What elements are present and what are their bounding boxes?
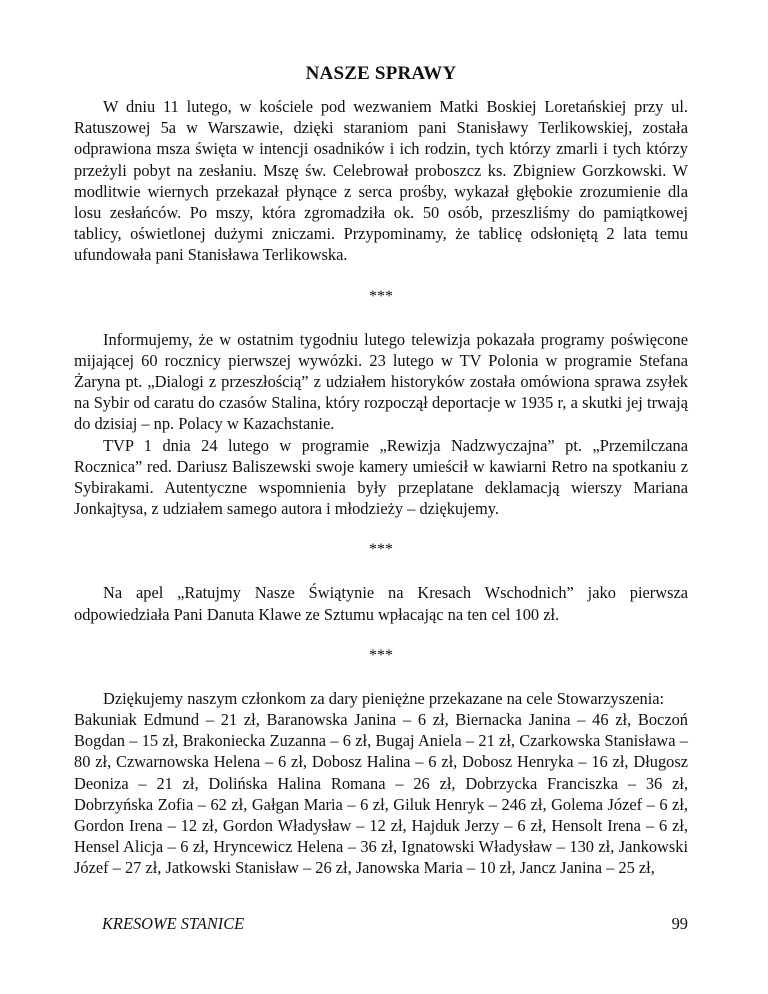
article-title: NASZE SPRAWY — [305, 63, 457, 84]
paragraph-donors-list: Bakuniak Edmund – 21 zł, Baranowska Janina – 6 zł, Biernacka Janina – 46 zł, Boczoń Bogdan – 15 zł, Brakoniecka Zuzanna – 6 zł, Bugaj Aniela – 21 zł, Czarkowska Stanisława – 80 zł, Czwarnowska Helena – 6 zł, Dobosz Halina – 6 zł, Dobosz Henryka – 16 zł, Długosz Deoniza – 21 zł, Dolińska Halina Romana – 26 zł, Dobrzycka Franciszka – 36 zł, Dobrzyńska Zofia – 62 zł, Gałgan Maria – 6 zł, Giluk Henryk – 246 zł, Golema Józef – 6 zł, Gordon Irena – 12 zł, Gordon Władysław – 12 zł, Hajduk Jerzy – 6 zł, Hensolt Irena – 6 zł, Hensel Alicja – 6 zł, Hryncewicz Helena – 36 zł, Ignatowski Władysław – 130 zł, Jankowski Józef – 27 zł, Jatkowski Stanisław – 26 zł, Janowska Maria – 10 zł, Jancz Janina – 25 zł, — [74, 710, 688, 878]
section-separator: *** — [369, 287, 393, 305]
paragraph-tv-polonia: Informujemy, że w ostatnim tygodniu lutego telewizja pokazała programy poświęcone mijającej 60 rocznicy pierwszej wywózki. 23 lutego w TV Polonia w programie Stefana Żaryna pt. „Dialogi z przeszłością” z udziałem historyków została omówiona sprawa zsyłek na Sybir od caratu do czasów Stalina, który rozpoczął deportacje w 1935 r, a skutki jej trwają do dzisiaj – np. Polacy w Kazachstanie. — [74, 329, 688, 434]
paragraph-mass-announcement: W dniu 11 lutego, w kościele pod wezwaniem Matki Boskiej Loretańskiej przy ul. Ratuszowej 5a w Warszawie, dzięki staraniom pani Stanisławy Terlikowskiej, została odprawiona msza święta w intencji osadników i ich rodzin, tych którzy zmarli i tych którzy przeżyli pobyt na zesłaniu. Mszę św. Celebrował proboszcz ks. Zbigniew Gorzkowski. W modlitwie wiernych przekazał płynące z serca prośby, wykazał głębokie zrozumienie dla losu zesłańców. Po mszy, która zgromadziła ok. 50 osób, przeszliśmy do pamiątkowej tablicy, oświetlonej dużymi zniczami. Przypominamy, że tablicę odsłoniętą 2 lata temu ufundowała pani Stanisława Terlikowska. — [74, 97, 688, 265]
section-separator: *** — [369, 541, 393, 559]
section-separator: *** — [369, 646, 393, 664]
article-body — [74, 62, 688, 879]
paragraph-thanks: Dziękujemy naszym członkom za dary pieniężne przekazane na cele Stowarzyszenia: — [103, 688, 665, 708]
footer-publication-title: KRESOWE STANICE — [102, 914, 245, 933]
footer-page-number: 99 — [671, 914, 688, 933]
paragraph-appeal: Na apel „Ratujmy Nasze Świątynie na Kresach Wschodnich” jako pierwsza odpowiedziała Pani Danuta Klawe ze Sztumu wpłacając na ten cel 100 zł. — [74, 583, 688, 624]
paragraph-tvp1: TVP 1 dnia 24 lutego w programie „Rewizja Nadzwyczajna” pt. „Przemilczana Rocznica” red. Dariusz Baliszewski swoje kamery umieścił w kawiarni Retro na spotkaniu z Sybirakami. Autentyczne wspomnienia były przeplatane deklamacją wierszy Mariana Jonkajtysa, z udziałem samego autora i młodzieży – dziękujemy. — [74, 435, 688, 519]
